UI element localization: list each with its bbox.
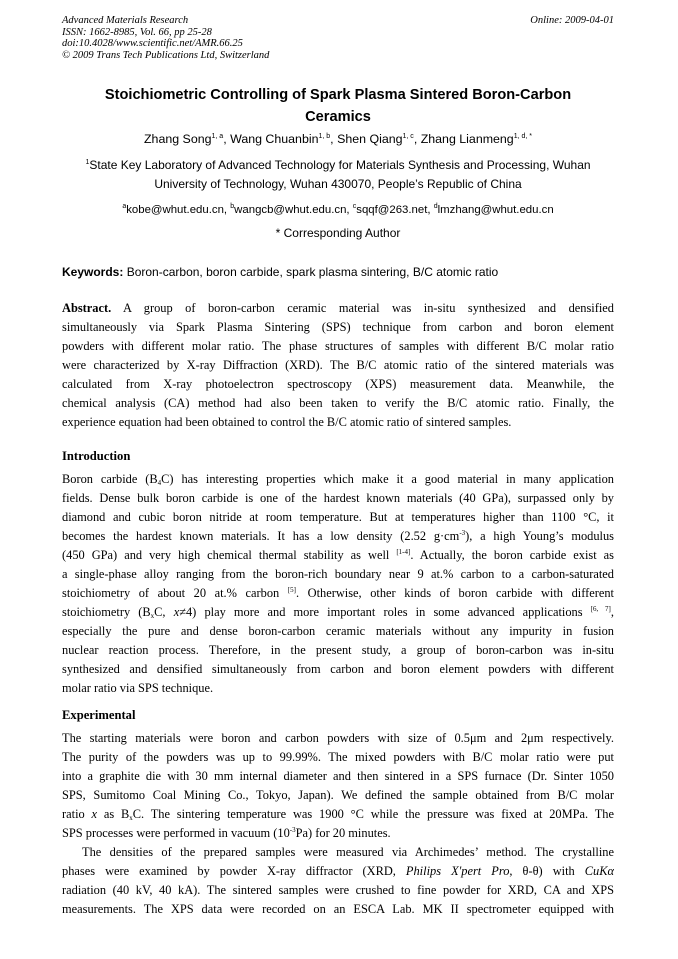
text-run: ratio [62,807,92,821]
affiliation-line-2: University of Technology, Wuhan 430070, People’s Republic of China [154,177,522,191]
intro-line [62,603,614,622]
text-run: ≠4) play more and more important roles in some advanced applications [179,605,591,619]
author-name: Wang Chuanbin [230,132,319,146]
author-affiliation-mark: 1, c [402,133,414,140]
affiliation-line-1 [62,158,614,172]
author-list: Zhang Song$^{1, a}$, Wang Chuanbin$^{1, b}$, Shen Qiang$^{1, c}$, Zhang Lianmeng$^{1, d, *}$ [143,132,532,146]
experimental-line: measurements. The XPS data were recorded on an ESCA Lab. MK II spectrometer equipped with [62,902,614,916]
abstract-line: calculated from X-ray photoelectron spectroscopy (XPS) measurement data. Meanwhile, the [62,377,614,391]
online-date: Online: 2009-04-01 [530,15,614,26]
email-mark: a [122,203,127,210]
text-run: C) has interesting properties which make it a good material in many application [161,472,614,486]
text-run: , θ-θ) with [509,864,585,878]
intro-line: synthesized and densified simultaneously from carbon and boron element powders with different [62,662,614,676]
corresponding-author-note: * Corresponding Author [275,226,401,240]
email-link[interactable]: sqqf@263.net, [356,204,431,216]
text-run: stoichiometry (B [62,605,151,619]
radiation-symbol: CuKα [584,864,614,878]
instrument-name: Philips X'pert Pro [405,864,510,878]
superscript: -3 [289,826,296,834]
text-run: becomes the hardest known materials. It has a low density (2.52 g·cm [62,529,460,543]
subscript: x [129,814,133,822]
text-run: C, [154,605,174,619]
author-name: Shen Qiang [337,132,403,146]
abstract-line: experience equation had been obtained to control the B/C atomic ratio of sintered samples. [62,415,512,429]
text-run: Pa) for 20 minutes. [295,826,391,840]
author-name: Zhang Lianmeng [420,132,514,146]
author-affiliation-mark: 1, b [318,133,331,140]
title-line-2: Ceramics [305,109,371,125]
experimental-line: radiation (40 kV, 40 kA). The sintered samples were crushed to fine powder for XRD, CA and XPS [62,883,614,897]
subscript: x [150,612,155,620]
text-run: (450 GPa) and very high chemical thermal stability as well [62,548,397,562]
intro-line [62,546,614,565]
abstract-line: powders with different molar ratio. The phase structures of samples with different B/C molar ratio [62,339,614,353]
keywords-label: Keywords: [62,265,124,279]
experimental-line [62,805,614,824]
abstract-text: A group of boron-carbon ceramic material was in-situ synthesized and densified [123,301,614,315]
intro-line: fields. Dense bulk boron carbide is one of the hardest known materials (40 GPa), surpassed only by [62,491,614,505]
abstract-line: simultaneously via Spark Plasma Sintering (SPS) technique from carbon and boron element [62,320,614,334]
citation: [1-4] [396,548,411,556]
intro-line [62,470,614,489]
abstract-line: were characterized by X-ray Diffraction (XRD). The B/C atomic ratio of the sintered materials was [62,358,614,372]
journal-header [62,15,482,61]
section-heading-introduction: Introduction [62,449,131,463]
email-link[interactable]: lmzhang@whut.edu.cn [437,204,554,216]
subscript: 4 [157,479,162,487]
intro-line [62,527,614,546]
email-list [62,204,614,216]
experimental-line: The starting materials were boron and carbon powders with size of 0.5μm and 2μm respectively. [62,731,614,745]
intro-line: nuclear reaction process. Therefore, in the present study, a group of boron-carbon was in-situ [62,643,614,657]
section-heading-experimental: Experimental [62,708,136,722]
email-link[interactable]: kobe@whut.edu.cn, [126,204,228,216]
text-run: C. The sintering temperature was 1900 °C while the pressure was fixed at 20MPa. The [132,807,614,821]
journal-name: Advanced Materials Research [62,15,189,26]
abstract-line: chemical analysis (CA) method had also been taken to verify the B/C atomic ratio. Finally, the [62,396,614,410]
intro-line: diamond and cubic boron nitride at room temperature. But at temperatures higher than 1100 °C, it [62,510,614,524]
abstract-line [62,299,614,318]
text-run: . Actually, the boron carbide exist as [410,548,614,562]
author-affiliation-mark: 1, d, * [513,133,532,140]
keywords-text: Boron-carbon, boron carbide, spark plasma sintering, B/C atomic ratio [126,265,499,279]
citation: [5] [287,586,296,594]
email-mark: b [230,203,235,210]
text-run: ), a high Young’s modulus [465,529,614,543]
text-run: , [610,605,614,619]
text-run: SPS processes were performed in vacuum (10 [62,826,290,840]
abstract-label: Abstract. [62,301,112,315]
experimental-line: into a graphite die with 30 mm internal diameter and then sintered in a SPS furnace (Dr. Sinter 1050 [62,769,614,783]
math-variable: x [173,605,180,619]
affiliation-text: State Key Laboratory of Advanced Technology for Materials Synthesis and Processing, Wuhan [89,158,591,172]
experimental-line: The purity of the powders was up to 99.99%. The mixed powders with B/C molar ratio were put [62,750,614,764]
email-mark: c [352,203,357,210]
text-run: phases were examined by powder X-ray diffractor (XRD, [62,864,406,878]
experimental-line: SPS, Sumitomo Coal Mining Co., Tokyo, Japan). We defined the sample obtained from B/C molar [62,788,614,802]
intro-line [62,584,614,603]
author-affiliation-mark: 1, a [211,133,224,140]
keywords [62,265,614,279]
intro-line: a single-phase alloy ranging from the boron-rich boundary near 9 at.% carbon to a carbon-saturated [62,567,614,581]
experimental-line [62,824,614,843]
author-name: Zhang Song [143,132,212,146]
experimental-line [62,862,614,881]
title-line-1: Stoichiometric Controlling of Spark Plasma Sintered Boron-Carbon [104,87,572,103]
citation: [6, 7] [590,605,611,613]
journal-doi: doi:10.4028/www.scientific.net/AMR.66.25 [62,38,243,50]
intro-line: molar ratio via SPS technique. [62,681,214,695]
intro-line: especially the pure and dense boron-carbon ceramic materials without any impurity in fusion [62,624,614,638]
journal-copyright: © 2009 Trans Tech Publications Ltd, Switzerland [62,49,270,61]
superscript: -3 [459,529,466,537]
email-mark: d [433,203,438,210]
paper-title [62,84,614,128]
affiliation-mark: 1 [85,159,90,166]
text-run: stoichiometry of about 20 at.% carbon [62,586,288,600]
email-link[interactable]: wangcb@whut.edu.cn, [234,204,350,216]
text-run: Boron carbide (B [62,472,158,486]
text-run: as B [97,807,130,821]
experimental-line: The densities of the prepared samples were measured via Archimedes’ method. The crystalline [82,845,614,859]
text-run: . Otherwise, other kinds of boron carbide with different [295,586,614,600]
math-variable: x [91,807,98,821]
journal-issn: ISSN: 1662-8985, Vol. 66, pp 25-28 [62,26,212,38]
